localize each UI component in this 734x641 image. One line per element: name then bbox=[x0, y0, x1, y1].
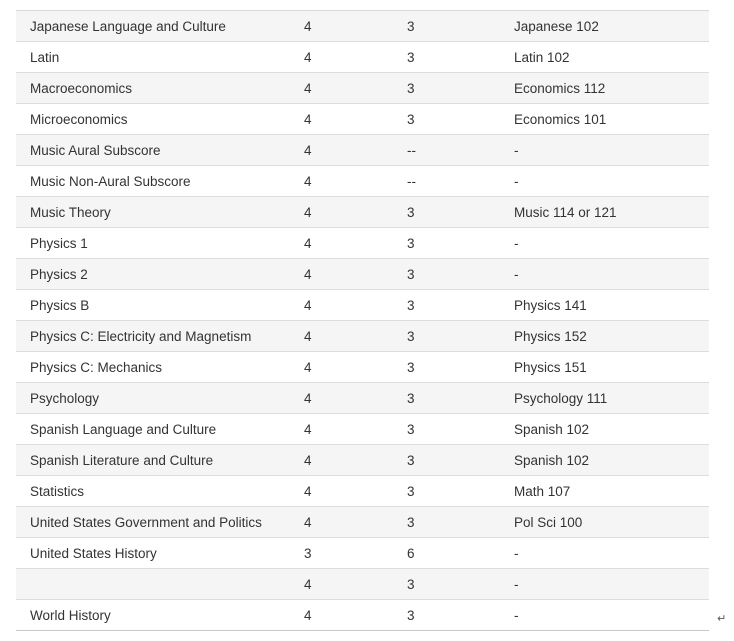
table-row bbox=[16, 73, 709, 104]
equivalent-cell: Spanish 102 bbox=[514, 445, 709, 476]
table-row bbox=[16, 383, 709, 414]
table-row bbox=[16, 104, 709, 135]
equivalent-cell: Physics 141 bbox=[514, 290, 709, 321]
table-row bbox=[16, 569, 709, 600]
paragraph-return-icon: ↵ bbox=[717, 612, 727, 625]
subject-cell: Japanese Language and Culture bbox=[16, 11, 269, 42]
credits-cell: 3 bbox=[374, 73, 514, 104]
score-cell: 4 bbox=[269, 197, 374, 228]
subject-cell: Physics C: Mechanics bbox=[16, 352, 269, 383]
credits-cell: -- bbox=[374, 166, 514, 197]
credits-cell: 3 bbox=[374, 445, 514, 476]
subject-cell: Spanish Language and Culture bbox=[16, 414, 269, 445]
score-cell: 4 bbox=[269, 352, 374, 383]
credits-cell: 3 bbox=[374, 197, 514, 228]
equivalent-cell: - bbox=[514, 538, 709, 569]
subject-cell: Music Theory bbox=[16, 197, 269, 228]
score-cell: 4 bbox=[269, 414, 374, 445]
score-cell: 4 bbox=[269, 383, 374, 414]
credits-cell: 3 bbox=[374, 104, 514, 135]
subject-cell: Macroeconomics bbox=[16, 73, 269, 104]
score-cell: 4 bbox=[269, 476, 374, 507]
equivalent-cell: Physics 152 bbox=[514, 321, 709, 352]
credits-cell: 3 bbox=[374, 352, 514, 383]
credits-cell: 3 bbox=[374, 290, 514, 321]
equivalent-cell: Economics 112 bbox=[514, 73, 709, 104]
score-cell: 4 bbox=[269, 104, 374, 135]
score-cell: 4 bbox=[269, 445, 374, 476]
equivalent-cell: Japanese 102 bbox=[514, 11, 709, 42]
table-row bbox=[16, 600, 709, 631]
equivalent-cell: - bbox=[514, 166, 709, 197]
credits-cell: 3 bbox=[374, 600, 514, 631]
credits-cell: 3 bbox=[374, 507, 514, 538]
credits-cell: 6 bbox=[374, 538, 514, 569]
score-cell: 4 bbox=[269, 569, 374, 600]
subject-cell: Music Aural Subscore bbox=[16, 135, 269, 166]
credits-cell: 3 bbox=[374, 321, 514, 352]
credits-cell: 3 bbox=[374, 476, 514, 507]
subject-cell: Physics B bbox=[16, 290, 269, 321]
table-row bbox=[16, 538, 709, 569]
table-row bbox=[16, 445, 709, 476]
credits-cell: -- bbox=[374, 135, 514, 166]
credits-cell: 3 bbox=[374, 42, 514, 73]
equivalent-cell: - bbox=[514, 259, 709, 290]
score-cell: 4 bbox=[269, 228, 374, 259]
table-row bbox=[16, 507, 709, 538]
table-body bbox=[16, 11, 709, 631]
table-row bbox=[16, 42, 709, 73]
score-cell: 4 bbox=[269, 42, 374, 73]
equivalent-cell: Math 107 bbox=[514, 476, 709, 507]
equivalent-cell: Physics 151 bbox=[514, 352, 709, 383]
subject-cell: United States History bbox=[16, 538, 269, 569]
table-row bbox=[16, 197, 709, 228]
subject-cell: United States Government and Politics bbox=[16, 507, 269, 538]
score-cell: 4 bbox=[269, 290, 374, 321]
table-row bbox=[16, 476, 709, 507]
table-row bbox=[16, 228, 709, 259]
score-cell: 4 bbox=[269, 321, 374, 352]
credits-cell: 3 bbox=[374, 569, 514, 600]
equivalent-cell: Economics 101 bbox=[514, 104, 709, 135]
subject-cell bbox=[16, 569, 269, 600]
equivalent-cell: - bbox=[514, 600, 709, 631]
equivalent-cell: - bbox=[514, 135, 709, 166]
table-row bbox=[16, 135, 709, 166]
table-row bbox=[16, 290, 709, 321]
ap-credit-table-container bbox=[16, 10, 709, 631]
subject-cell: Latin bbox=[16, 42, 269, 73]
score-cell: 4 bbox=[269, 135, 374, 166]
credits-cell: 3 bbox=[374, 228, 514, 259]
equivalent-cell: - bbox=[514, 228, 709, 259]
equivalent-cell: Music 114 or 121 bbox=[514, 197, 709, 228]
subject-cell: Physics 1 bbox=[16, 228, 269, 259]
table-row bbox=[16, 414, 709, 445]
credits-cell: 3 bbox=[374, 11, 514, 42]
equivalent-cell: - bbox=[514, 569, 709, 600]
credits-cell: 3 bbox=[374, 259, 514, 290]
subject-cell: Psychology bbox=[16, 383, 269, 414]
subject-cell: Physics 2 bbox=[16, 259, 269, 290]
score-cell: 4 bbox=[269, 73, 374, 104]
subject-cell: Microeconomics bbox=[16, 104, 269, 135]
credits-cell: 3 bbox=[374, 383, 514, 414]
score-cell: 4 bbox=[269, 600, 374, 631]
equivalent-cell: Spanish 102 bbox=[514, 414, 709, 445]
table-row bbox=[16, 166, 709, 197]
table-row bbox=[16, 11, 709, 42]
equivalent-cell: Latin 102 bbox=[514, 42, 709, 73]
equivalent-cell: Pol Sci 100 bbox=[514, 507, 709, 538]
subject-cell: Physics C: Electricity and Magnetism bbox=[16, 321, 269, 352]
score-cell: 4 bbox=[269, 507, 374, 538]
score-cell: 4 bbox=[269, 166, 374, 197]
table-row bbox=[16, 352, 709, 383]
subject-cell: Spanish Literature and Culture bbox=[16, 445, 269, 476]
ap-credit-table bbox=[16, 11, 709, 631]
score-cell: 4 bbox=[269, 11, 374, 42]
score-cell: 3 bbox=[269, 538, 374, 569]
table-row bbox=[16, 259, 709, 290]
subject-cell: Music Non-Aural Subscore bbox=[16, 166, 269, 197]
subject-cell: World History bbox=[16, 600, 269, 631]
credits-cell: 3 bbox=[374, 414, 514, 445]
score-cell: 4 bbox=[269, 259, 374, 290]
equivalent-cell: Psychology 111 bbox=[514, 383, 709, 414]
subject-cell: Statistics bbox=[16, 476, 269, 507]
table-row bbox=[16, 321, 709, 352]
